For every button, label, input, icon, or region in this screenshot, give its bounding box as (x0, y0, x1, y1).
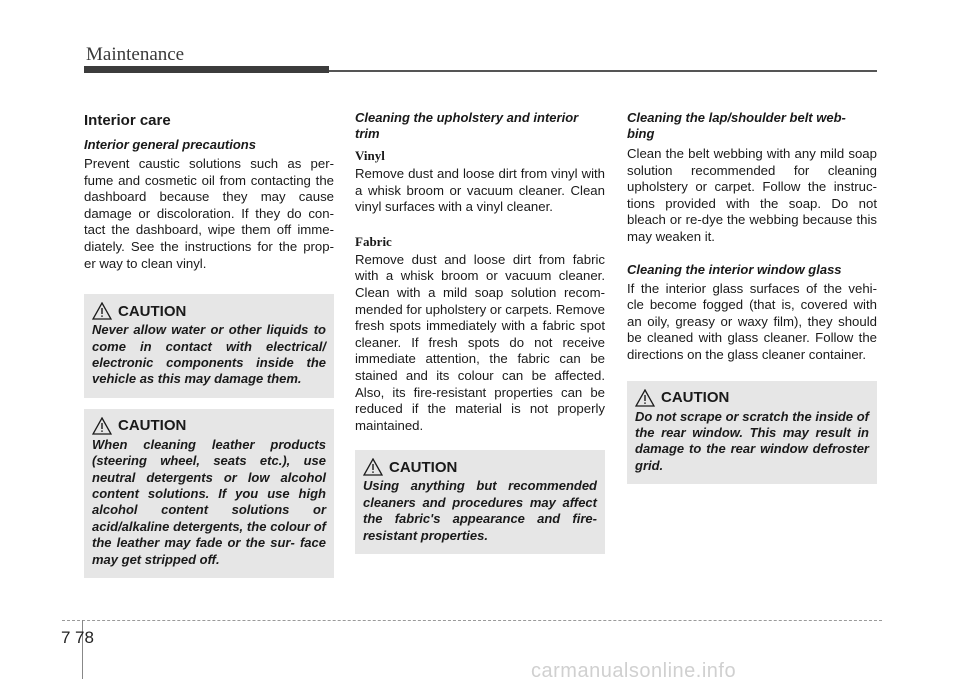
glass-paragraph: If the interior glass surfaces of the vehi- cle become fogged (that is, covered with an oily, greasy or waxy film), they should be cleaned with glass cleaner. Follow the directions on the glass cleaner container. (627, 280, 877, 362)
subheading: Interior general precautions (84, 137, 256, 152)
caution-box (84, 409, 334, 578)
caution-box (355, 450, 605, 554)
belt-paragraph: Clean the belt webbing with any mild soap solution recommended for cleaning upholstery or carpet. Follow the instruc- tions provided with the soap. Do not bleach or re-dye the webbing because this may weaken it. (627, 146, 877, 244)
caution-text: Do not scrape or scratch the inside of the rear window. This may result in damage to the rear window defroster grid. (635, 408, 869, 473)
column-2 (355, 110, 605, 554)
fabric-label: Fabric (355, 233, 392, 249)
section-heading: Interior care (84, 112, 171, 129)
caution-box (627, 381, 877, 485)
subheading: Cleaning the lap/shoulder belt web- bing (627, 110, 846, 141)
paragraph: Prevent caustic solutions such as per- fume and cosmetic oil from contacting the dashboard because they may cause damage or discoloration. If they do con- tact the dashboard, wipe them off imme- diately. See the instructions for the prop- er way to clean vinyl. (84, 156, 335, 271)
caution-title: CAUTION (118, 417, 187, 435)
caution-title: CAUTION (118, 302, 187, 320)
caution-title: CAUTION (661, 389, 730, 407)
page-number-value: 78 (75, 628, 94, 647)
page-header-title: Maintenance (86, 44, 185, 65)
header-rule (329, 70, 877, 72)
fabric-paragraph: Remove dust and loose dirt from fabric with a whisk broom or vacuum cleaner. Clean with a mild soap solution recom- mended for upholstery or carpets. Remove fresh spots immediately with a fabric spot cleaner. If fresh spots do not receive immediate attention, the fabric can be stained and its colour can be affected. Also, its fire-resistant properties can be reduced if the material is not properly maintained. (355, 251, 605, 433)
vinyl-label: Vinyl (355, 148, 385, 163)
watermark: carmanualsonline.info (531, 660, 737, 682)
column-3 (627, 110, 877, 484)
footer-rule (62, 620, 882, 621)
section-number: 7 (61, 628, 71, 647)
warning-triangle-icon (363, 458, 383, 476)
subheading: Cleaning the upholstery and interior trim (355, 110, 579, 141)
caution-text: When cleaning leather products (steering wheel, seats etc.), use neutral detergents or low alcohol content solutions. If you use high alcohol content solutions or acid/alkaline detergents, the colour of the leather may fade or the sur- face may get stripped off. (92, 436, 326, 567)
subheading: Cleaning the interior window glass (627, 261, 842, 277)
warning-triangle-icon (92, 417, 112, 435)
warning-triangle-icon (635, 389, 655, 407)
column-1 (84, 110, 334, 578)
warning-triangle-icon (92, 302, 112, 320)
caution-text: Never allow water or other liquids to come in contact with electrical/ electronic components inside the vehicle as this may damage them. (92, 322, 326, 387)
caution-text: Using anything but recommended cleaners and procedures may affect the fabric's appearance and fire- resistant properties. (363, 478, 597, 543)
header-bar (84, 66, 329, 73)
caution-title: CAUTION (389, 458, 458, 476)
caution-box (84, 294, 334, 398)
vinyl-paragraph: Remove dust and loose dirt from vinyl with a whisk broom or vacuum cleaner. Clean vinyl surfaces with a vinyl cleaner. (355, 166, 606, 215)
